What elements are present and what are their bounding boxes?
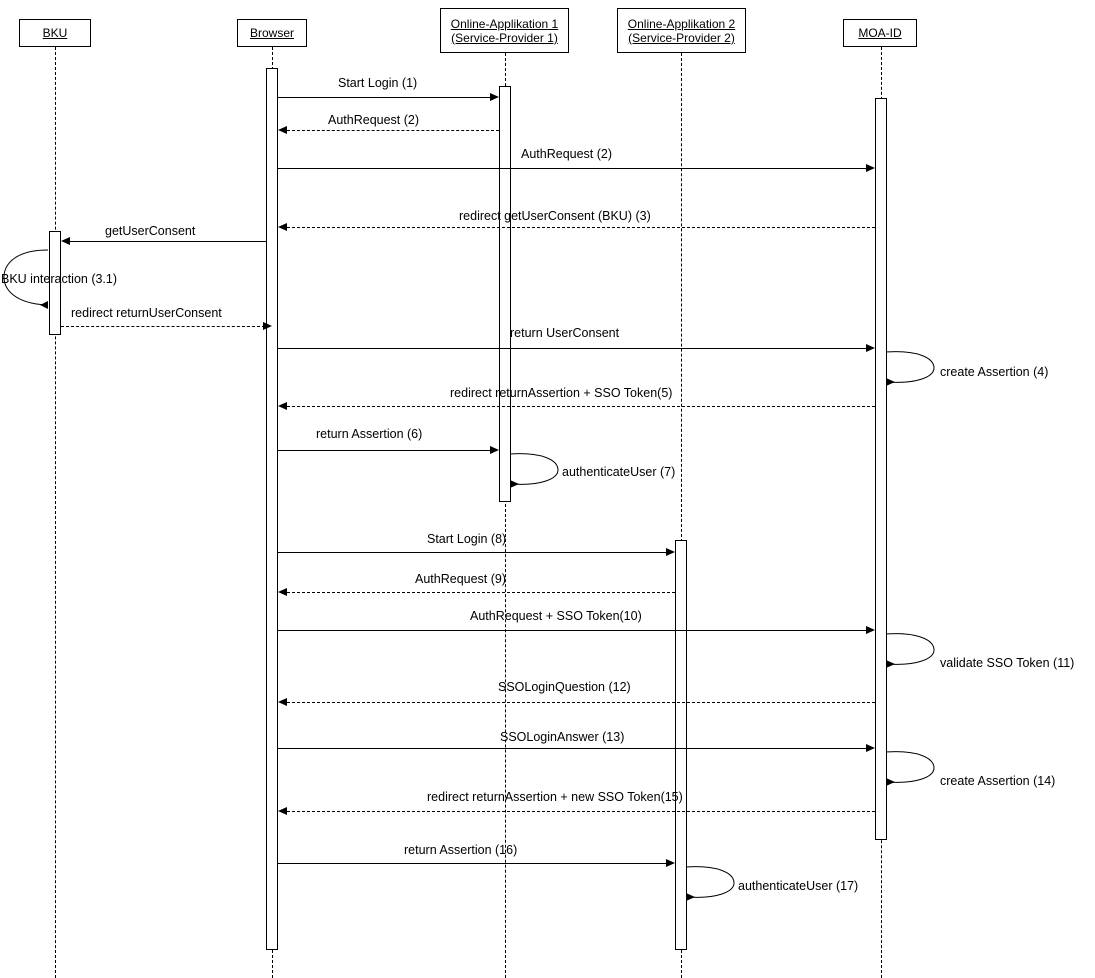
message-label-m3: AuthRequest (2) <box>521 147 613 161</box>
lifeline-bku <box>55 47 56 978</box>
message-label-m20: redirect returnAssertion + new SSO Token(15) <box>427 790 683 804</box>
self-message-create-assertion-14 <box>884 748 946 790</box>
arrow-head-m4 <box>278 223 287 231</box>
arrow-head-m13 <box>666 548 675 556</box>
arrow-head-m17 <box>278 698 287 706</box>
message-label-m7: redirect returnUserConsent <box>71 306 222 320</box>
message-line-m20 <box>287 811 875 812</box>
arrow-head-m11 <box>490 446 499 454</box>
message-label-m17: SSOLoginQuestion (12) <box>498 680 631 694</box>
message-line-m2 <box>287 130 499 131</box>
arrow-head-m5 <box>61 237 70 245</box>
message-line-m17 <box>287 702 875 703</box>
activation-browser <box>266 68 278 950</box>
message-label-m19: create Assertion (14) <box>940 774 1056 788</box>
self-message-authenticate-user-7 <box>508 450 570 492</box>
message-line-m1 <box>278 97 491 98</box>
message-line-m15 <box>278 630 867 631</box>
actor-box-browser[interactable] <box>237 19 307 47</box>
message-label-m18: SSOLoginAnswer (13) <box>500 730 625 744</box>
activation-online-applikation-1 <box>499 86 511 502</box>
message-label-m10: redirect returnAssertion + SSO Token(5) <box>450 386 673 400</box>
message-line-m8 <box>278 348 867 349</box>
message-label-m11: return Assertion (6) <box>316 427 423 441</box>
message-line-m4 <box>287 227 875 228</box>
message-label-m12: authenticateUser (7) <box>562 465 676 479</box>
message-label-m1: Start Login (1) <box>338 76 418 90</box>
message-label-m13: Start Login (8) <box>427 532 507 546</box>
message-label-m16: validate SSO Token (11) <box>940 656 1075 670</box>
arrow-head-m2 <box>278 126 287 134</box>
message-line-m7 <box>61 326 265 327</box>
activation-moa-id <box>875 98 887 840</box>
message-label-m5: getUserConsent <box>105 224 196 238</box>
message-label-m14: AuthRequest (9) <box>415 572 507 586</box>
actor-label-online-applikation-1: Online-Applikation 1 <box>450 16 559 31</box>
message-label-m2: AuthRequest (2) <box>328 113 420 127</box>
message-label-m15: AuthRequest + SSO Token(10) <box>470 609 642 623</box>
actor-box-bku[interactable] <box>19 19 91 47</box>
arrow-head-m18 <box>866 744 875 752</box>
message-line-m10 <box>287 406 875 407</box>
message-line-m3 <box>278 168 867 169</box>
message-line-m21 <box>278 863 667 864</box>
arrow-head-m20 <box>278 807 287 815</box>
message-line-m13 <box>278 552 667 553</box>
actor-sublabel-service-provider-2: (Service-Provider 2) <box>628 30 735 45</box>
arrow-head-m7 <box>263 322 272 330</box>
message-line-m11 <box>278 450 491 451</box>
actor-box-online-applikation-1[interactable] <box>440 8 569 53</box>
arrow-head-m8 <box>866 344 875 352</box>
arrow-head-m21 <box>666 859 675 867</box>
arrow-head-m3 <box>866 164 875 172</box>
actor-label-browser: Browser <box>249 26 294 40</box>
actor-box-online-applikation-2[interactable] <box>617 8 746 53</box>
message-label-m8: return UserConsent <box>510 326 620 340</box>
actor-box-moa-id[interactable] <box>843 19 917 47</box>
self-message-validate-sso-token-11 <box>884 630 946 672</box>
message-line-m14 <box>287 592 675 593</box>
message-label-m4: redirect getUserConsent (BKU) (3) <box>459 209 651 223</box>
arrow-head-m14 <box>278 588 287 596</box>
arrow-head-m15 <box>866 626 875 634</box>
actor-sublabel-service-provider-1: (Service-Provider 1) <box>451 30 558 45</box>
message-line-m5 <box>70 241 266 242</box>
self-message-create-assertion-4 <box>884 348 946 390</box>
message-label-m21: return Assertion (16) <box>404 843 518 857</box>
message-label-m6: BKU interaction (3.1) <box>1 272 118 286</box>
self-message-authenticate-user-17 <box>684 863 746 905</box>
actor-label-online-applikation-2: Online-Applikation 2 <box>627 16 736 31</box>
arrow-head-m1 <box>490 93 499 101</box>
arrow-head-m10 <box>278 402 287 410</box>
message-label-m22: authenticateUser (17) <box>738 879 859 893</box>
message-label-m9: create Assertion (4) <box>940 365 1049 379</box>
actor-label-bku: BKU <box>42 26 68 40</box>
actor-label-moa-id: MOA-ID <box>858 26 902 40</box>
message-line-m18 <box>278 748 867 749</box>
